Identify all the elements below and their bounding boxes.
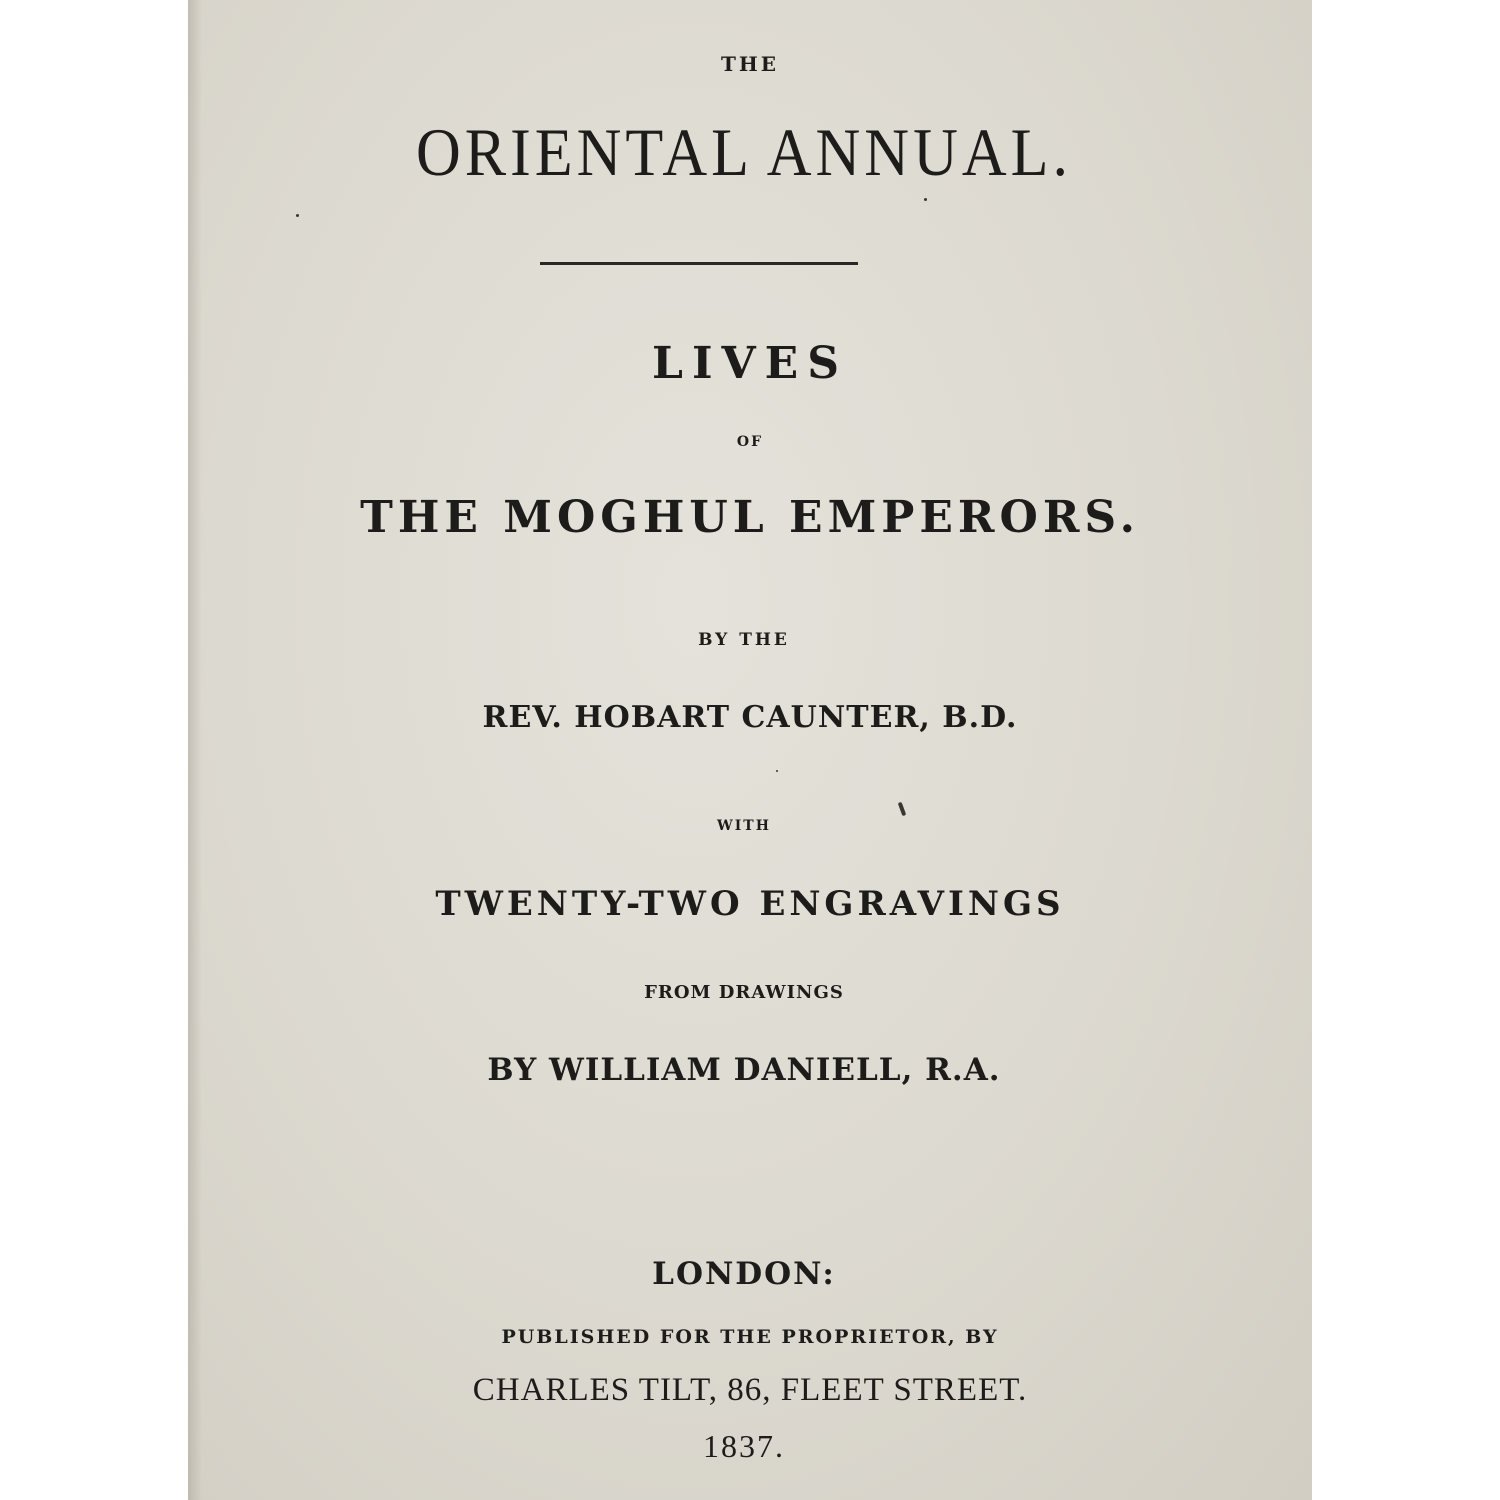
author-name: REV. HOBART CAUNTER, B.D.	[482, 700, 1018, 735]
imprint-city: LONDON:	[652, 1256, 836, 1292]
imprint-year: 1837.	[703, 1428, 785, 1464]
imprint-published-line: PUBLISHED FOR THE PROPRIETOR, BY	[501, 1326, 999, 1348]
byline-intro: BY THE	[698, 630, 790, 650]
paper-speck	[776, 770, 778, 772]
title-divider-rule	[540, 262, 858, 265]
engravings-note: TWENTY-TWO ENGRAVINGS	[435, 884, 1065, 924]
from-drawings-label: FROM DRAWINGS	[644, 982, 844, 1003]
subtitle-of: OF	[736, 434, 764, 450]
imprint-publisher: CHARLES TILT, 86, FLEET STREET.	[472, 1372, 1028, 1408]
paper-speck	[924, 198, 927, 201]
illustrator-name: BY WILLIAM DANIELL, R.A.	[487, 1052, 1001, 1088]
book-title: ORIENTAL ANNUAL.	[416, 115, 1072, 191]
subtitle-subject: THE MOGHUL EMPERORS.	[360, 492, 1140, 543]
paper-speck	[296, 214, 299, 217]
with-label: WITH	[717, 818, 771, 834]
title-article: THE	[720, 52, 780, 76]
book-title-page	[188, 0, 1312, 1500]
subtitle-lives: LIVES	[652, 338, 848, 389]
paper-speck	[898, 802, 907, 817]
